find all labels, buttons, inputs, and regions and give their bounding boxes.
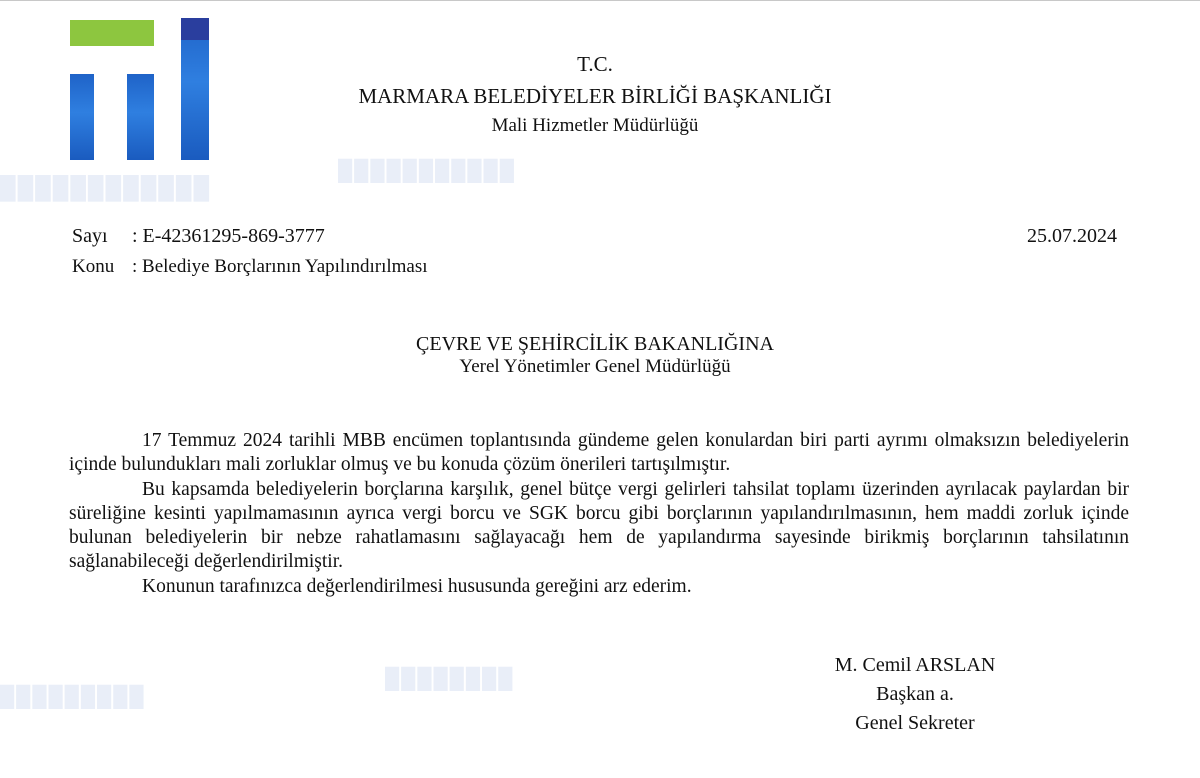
signature-block [780, 651, 1050, 738]
letter-body [69, 429, 1129, 599]
signatory-title-2: Genel Sekreter [855, 712, 975, 734]
watermark: █████████ [0, 686, 146, 708]
sayi-label: Sayı [72, 225, 108, 247]
body-paragraph-3: Konunun tarafınızca değerlendirilmesi hususunda gereğini arz ederim. [142, 575, 692, 597]
konu-label: Konu [72, 256, 115, 277]
header-tc: T.C. [577, 52, 613, 76]
recipient-ministry: ÇEVRE VE ŞEHİRCİLİK BAKANLIĞINA [416, 333, 774, 355]
logo-cap [181, 18, 209, 40]
watermark: ███████████ [338, 160, 516, 182]
document-date: 25.07.2024 [1027, 225, 1117, 247]
konu-value: : Belediye Borçlarının Yapılındırılması [132, 256, 428, 277]
signatory-name: M. Cemil ARSLAN [834, 654, 996, 676]
watermark: ████████████ [0, 175, 212, 200]
watermark: ████████ [385, 668, 515, 690]
header-dept: Mali Hizmetler Müdürlüğü [491, 115, 699, 136]
signatory-title-1: Başkan a. [876, 683, 954, 705]
page-top-border [0, 0, 1200, 1]
konu-row [72, 256, 428, 278]
body-paragraph-1: 17 Temmuz 2024 tarihli MBB encümen toplantısında gündeme gelen konulardan biri parti ayrımı olmaksızın belediyelerin içinde bulundukları mali zorluklar olmuş ve bu konuda çözüm önerileri tartışılmıştır. [69, 430, 1129, 476]
body-paragraph-2: Bu kapsamda belediyelerin borçlarına karşılık, genel bütçe vergi gelirleri tahsilat toplamı üzerinden ayrılacak paylardan bir süreliğine kesinti yapılmamasının ayrıca vergi borcu ve SGK borcu gibi borçlarının yapılandırılmasının, hem maddi zorluk içinde bulunan belediyelerin bir nebze rahatlamasını sağlayacağı hem de yapılandırma sayesinde birikmiş borçlarının tahsilatının sağlanabileceği değerlendirilmiştir. [69, 478, 1129, 573]
sayi-value: : E-42361295-869-3777 [132, 225, 325, 247]
recipient-directorate: Yerel Yönetimler Genel Müdürlüğü [459, 356, 731, 377]
logo-green-bar [70, 20, 154, 46]
header-org: MARMARA BELEDİYELER BİRLİĞİ BAŞKANLIĞI [358, 84, 832, 108]
sayi-row [72, 225, 325, 248]
